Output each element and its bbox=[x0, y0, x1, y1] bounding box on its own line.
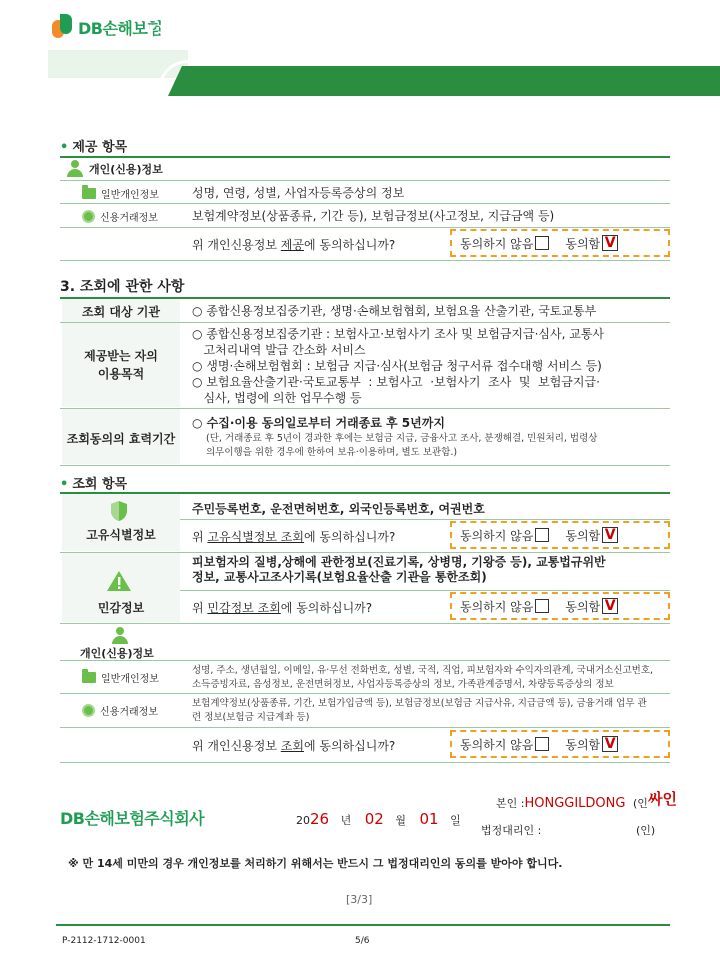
items-credit-label: 신용거래정보 bbox=[82, 703, 158, 718]
sensitive-text: 피보험자의 질병,상해에 관한정보(진료기록, 상병명, 기왕증 등), 교통법규위반 정보, 교통사고조사기록(보험요율산출 기관을 통한조회) bbox=[192, 555, 606, 584]
signed-date: 2026 년 02 월 01 일 bbox=[296, 810, 461, 828]
sensitive-agree-checkbox[interactable]: V bbox=[602, 598, 618, 614]
period-label: 조회동의의 효력기간 bbox=[66, 432, 176, 446]
items-personal-label: 개인(신용)정보 bbox=[80, 647, 154, 660]
sensitive-disagree-checkbox[interactable] bbox=[535, 599, 549, 613]
minor-notice: ※ 만 14세 미만의 경우 개인정보를 처리하기 위해서는 반드시 그 법정대리인의 동의를 받아야 합니다. bbox=[68, 857, 563, 870]
self-signature: 본인 :HONGGILDONG (인 bbox=[496, 796, 648, 811]
period-note: (단, 거래종료 후 5년이 경과한 후에는 보험금 지급, 금융사고 조사, 분쟁해결, 민원처리, 법령상 의무이행을 위한 경우에 한하여 보유·이용하며, 별도 보관함.) bbox=[206, 433, 598, 458]
folder-icon-2 bbox=[82, 672, 96, 683]
items-credit-consent-question: 위 개인신용정보 조회에 동의하십니까? bbox=[192, 739, 396, 753]
unique-text: 주민등록번호, 운전면허번호, 외국인등록번호, 여권번호 bbox=[192, 502, 485, 516]
unique-label: 고유식별정보 bbox=[86, 528, 156, 542]
handwritten-signature: 싸인 bbox=[648, 790, 677, 808]
sensitive-label: 민감정보 bbox=[97, 601, 145, 615]
items-general-label: 일반개인정보 bbox=[82, 670, 159, 685]
purpose-text: ○ 종합신용정보집중기관 : 보험사고·보험사기 조사 및 보험금지급·심사, 교통사 고처리내역 발급 간소화 서비스 ○ 생명·손해보험협회 : 보험금 지급·심사(보험금 청구서류 접수대행 서비스 등) ○ 보험요율산출기관·국토교통부 : 보험사고 ·보험사기 조사 및 보험금지급· 심사, 법령에 의한 업무수행 등 bbox=[192, 327, 605, 405]
self-name: HONGGILDONG bbox=[524, 796, 626, 811]
provide-credit-text: 보험계약정보(상품종류, 기간 등), 보험금정보(사고정보, 지급금액 등) bbox=[192, 209, 555, 223]
page-number: 5/6 bbox=[355, 936, 370, 946]
unique-consent-box: 동의하지 않음 동의함 V bbox=[450, 521, 670, 549]
unique-agree-checkbox[interactable]: V bbox=[602, 527, 618, 543]
provide-general-label: 일반개인정보 bbox=[82, 186, 159, 201]
items-credit-disagree-checkbox[interactable] bbox=[535, 737, 549, 751]
coin-icon bbox=[82, 210, 95, 223]
items-heading: • 조회 항목 bbox=[60, 477, 128, 492]
legal-rep-label: 법정대리인 : bbox=[481, 824, 542, 837]
page-marker: [3/3] bbox=[346, 893, 373, 906]
page-title: [필수] 보험금 청구를 위한 상세 동의서 bbox=[148, 22, 485, 44]
provide-consent-question: 위 개인신용정보 제공에 동의하십니까? bbox=[192, 238, 396, 252]
unique-consent-question: 위 고유식별정보 조회에 동의하십니까? bbox=[192, 530, 396, 544]
sensitive-consent-question: 위 민감정보 조회에 동의하십니까? bbox=[192, 601, 373, 615]
period-main: ○ 수집·이용 동의일로부터 거래종료 후 5년까지 bbox=[192, 416, 445, 430]
inquiry-heading: 3. 조회에 관한 사항 bbox=[60, 279, 185, 295]
shield-icon bbox=[110, 500, 128, 525]
folder-icon bbox=[82, 188, 96, 199]
provide-agree-checkbox[interactable]: V bbox=[602, 235, 618, 251]
provide-heading: • 제공 항목 bbox=[60, 140, 128, 155]
company-name: DB손해보험주식회사 bbox=[60, 809, 205, 828]
items-credit-text: 보험계약정보(상품종류, 기간, 보험가입금액 등), 보험금정보(보험금 지급사유, 지급금액 등), 금융거래 업무 관 련 정보(보험금 지급계좌 등) bbox=[192, 698, 647, 723]
db-logo-icon bbox=[52, 14, 74, 40]
unique-disagree-checkbox[interactable] bbox=[535, 528, 549, 542]
items-credit-agree-checkbox[interactable]: V bbox=[602, 736, 618, 752]
items-general-text: 성명, 주소, 생년월일, 이메일, 유·무선 전화번호, 성별, 국적, 직업, 피보험자와 수익자의관계, 국내거소신고번호, 소득증빙자료, 음성정보, 운전면허정보, 사업자등록증상의 정보, 가족관계증명서, 차량등록증상의 정보 bbox=[192, 665, 654, 690]
coin-icon-2 bbox=[82, 704, 95, 717]
sensitive-consent-box: 동의하지 않음 동의함 V bbox=[450, 592, 670, 620]
target-text: ○ 종합신용정보집중기관, 생명·손해보험협회, 보험요율 산출기관, 국토교통부 bbox=[192, 304, 597, 318]
items-credit-consent-box: 동의하지 않음 동의함 V bbox=[450, 730, 670, 758]
provide-general-text: 성명, 연령, 성별, 사업자등록증상의 정보 bbox=[192, 186, 405, 200]
provide-credit-label: 신용거래정보 bbox=[82, 209, 158, 224]
purpose-label: 제공받는 자의 이용목적 bbox=[84, 349, 158, 381]
target-label: 조회 대상 기관 bbox=[82, 305, 160, 319]
document-id: P-2112-1712-0001 bbox=[62, 936, 146, 946]
provide-consent-box: 동의하지 않음 동의함 V bbox=[450, 229, 670, 257]
legal-rep-seal: (인) bbox=[636, 824, 656, 837]
logo-text: DB손해보험 bbox=[78, 18, 163, 38]
warning-icon bbox=[106, 570, 132, 595]
provide-personal-label: 개인(신용)정보 bbox=[66, 160, 163, 178]
db-logo bbox=[52, 14, 162, 40]
provide-disagree-checkbox[interactable] bbox=[535, 236, 549, 250]
person-icon bbox=[66, 160, 84, 178]
title-banner bbox=[48, 50, 672, 96]
